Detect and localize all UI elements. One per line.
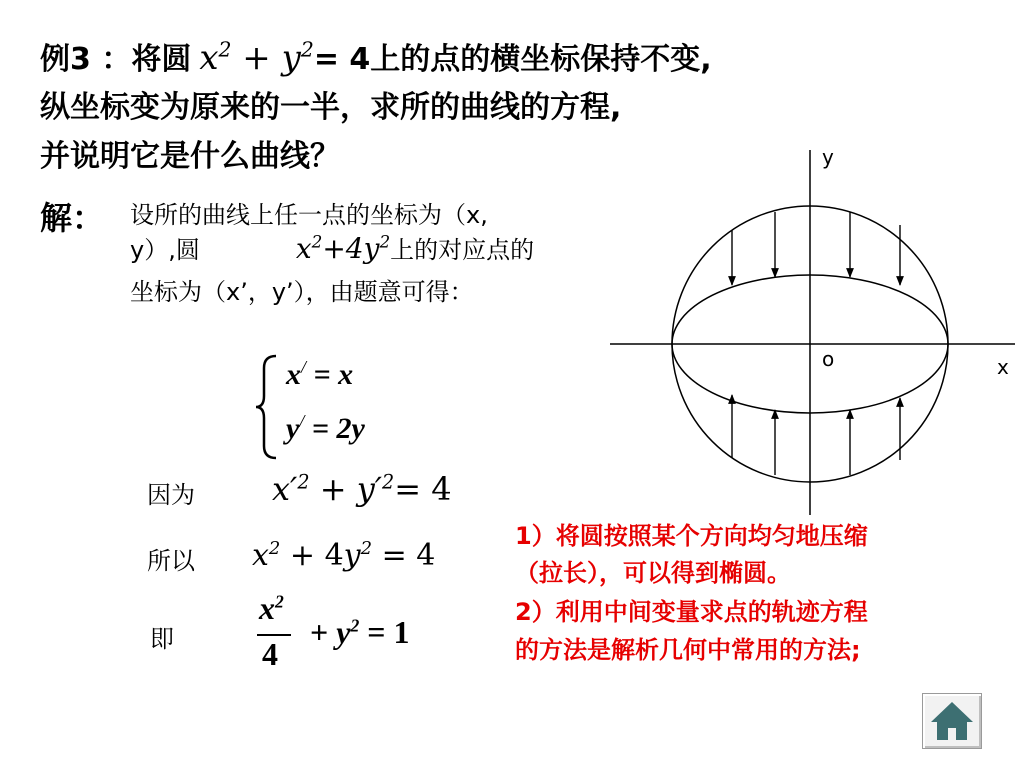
so-label: 所以 <box>147 547 195 575</box>
circle-equation-small: $x^2+4y^2$ <box>295 231 391 265</box>
problem-line-1: 例3 ：将圆 $x^2 + y^2= 4$上的点的横坐标保持不变, <box>40 37 712 78</box>
home-button[interactable] <box>922 693 982 749</box>
because-label: 因为 <box>147 481 195 509</box>
problem-line-2: 纵坐标变为原来的一半，求所的曲线的方程, <box>40 90 622 125</box>
solution-line-3: 坐标为（x’，y’），由题意可得： <box>130 278 474 306</box>
equation-2: y/ = 2y <box>286 411 365 445</box>
problem-line-3: 并说明它是什么曲线？ <box>40 139 340 174</box>
home-icon <box>923 694 981 748</box>
note-line-3: 2）利用中间变量求点的轨迹方程 <box>515 598 868 626</box>
x-axis-label: x <box>997 355 1009 379</box>
thus-label: 即 <box>150 625 174 653</box>
y-axis-label: y <box>822 145 834 169</box>
solution-line-1: 设所的曲线上任一点的坐标为（x, <box>130 201 488 229</box>
left-brace-icon <box>252 352 282 462</box>
note-line-2: （拉长），可以得到椭圆。 <box>515 559 791 587</box>
ellipse-equation <box>255 590 465 680</box>
ellipse-rhs: + $y^2 = 1$ <box>310 614 410 650</box>
circle-ellipse-diagram <box>600 140 1020 520</box>
because-equation: $x'^2 + y'^2= 4$ <box>272 470 452 508</box>
solution-line-2: y）,圆 $x^2+4y^2$上的对应点的 <box>130 231 535 265</box>
note-line-4: 的方法是解析几何中常用的方法; <box>515 636 861 664</box>
fraction-numerator: $x^2$ <box>259 590 284 626</box>
circle-equation: $x^2 + y^2$ <box>199 37 314 78</box>
solution-label: 解： <box>40 199 105 237</box>
origin-label: o <box>822 347 835 371</box>
equation-system <box>252 352 402 462</box>
note-line-1: 1）将圆按照某个方向均匀地压缩 <box>515 522 868 550</box>
equation-1: x/ = x <box>286 357 354 391</box>
so-equation: $x^2 + 4y^2 = 4$ <box>252 538 436 573</box>
fraction-denominator: 4 <box>262 636 278 672</box>
